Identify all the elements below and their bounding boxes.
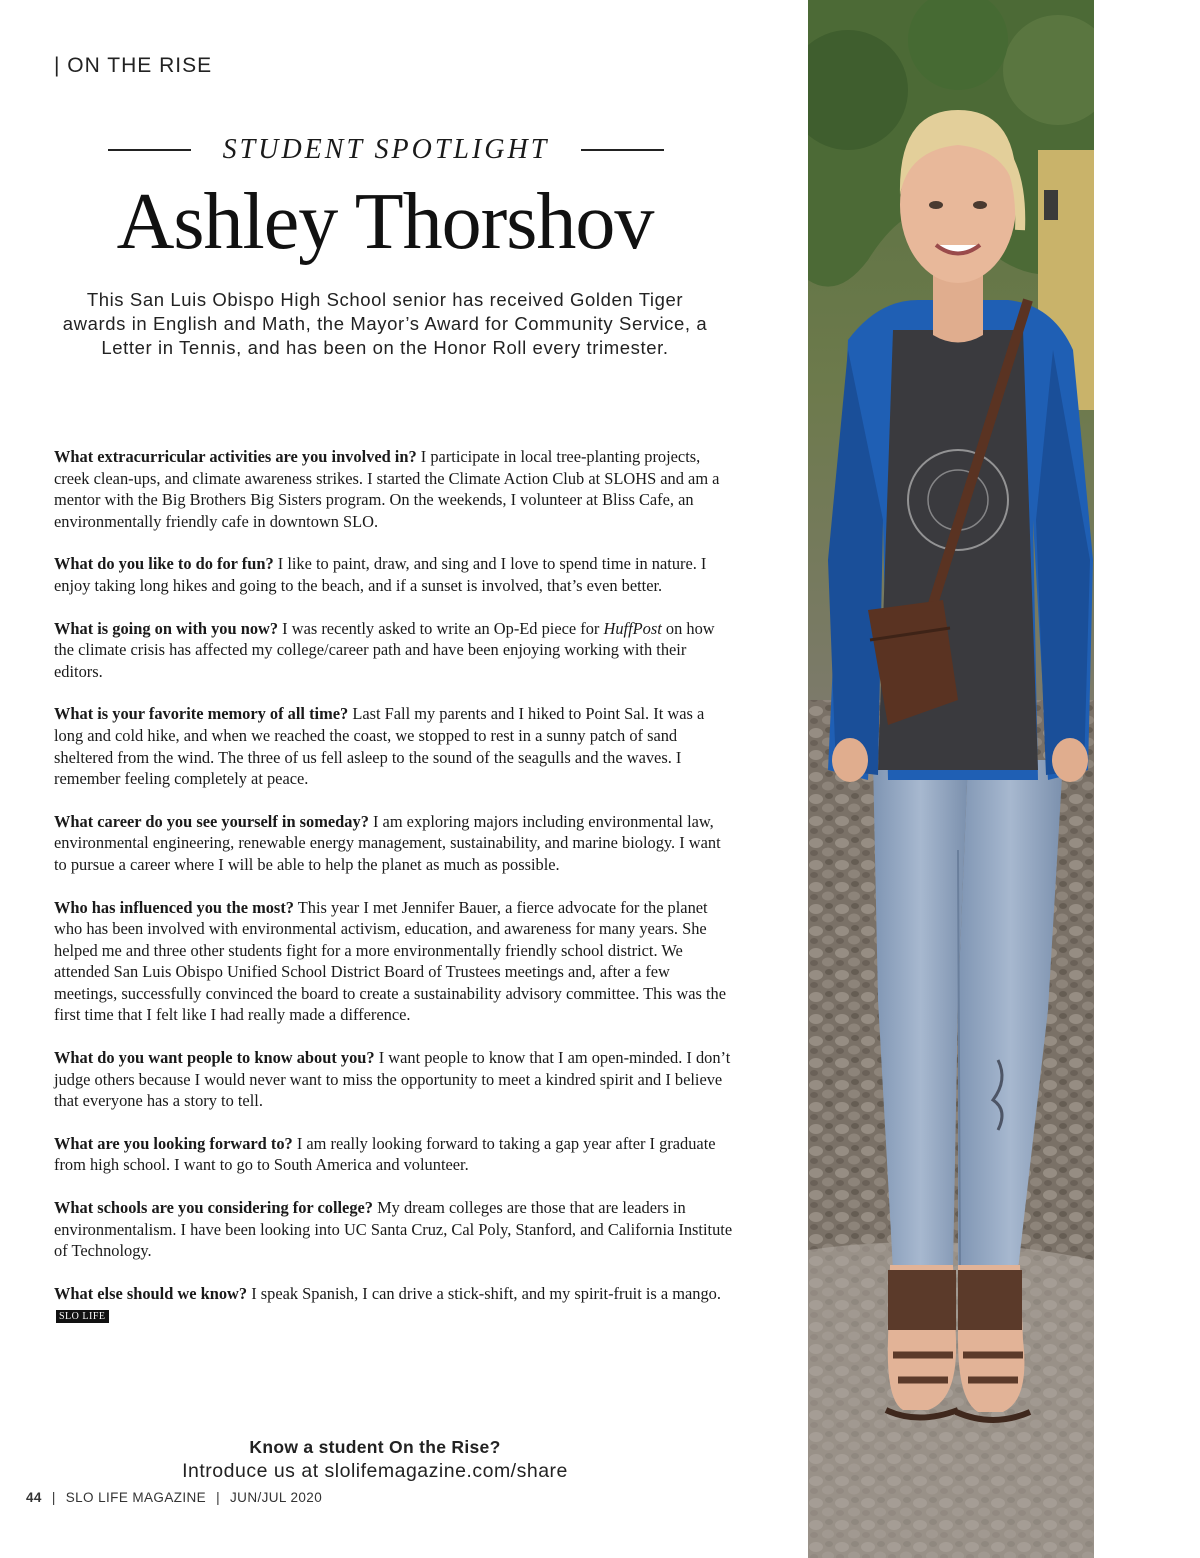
qa-item <box>54 897 734 1027</box>
qa-item <box>54 1197 734 1262</box>
qa-item <box>54 1133 734 1176</box>
call-to-action <box>100 1436 650 1484</box>
qa-answer: I am really looking forward to taking a gap year after I graduate from high school. I want to go to South America and volunteer. <box>54 1133 716 1175</box>
student-photo <box>808 0 1094 1558</box>
footer-separator: | <box>216 1490 221 1505</box>
qa-question: What extracurricular activities are you involved in? <box>54 447 417 466</box>
footer-separator: | <box>51 1490 56 1505</box>
page-footer <box>26 1490 322 1505</box>
qa-question: What is your favorite memory of all time? <box>54 704 349 724</box>
qa-question: Who has influenced you the most? <box>54 897 294 917</box>
cta-question: Know a student On the Rise? <box>249 1437 501 1457</box>
qa-item <box>54 553 734 596</box>
qa-item <box>54 446 734 532</box>
qa-item <box>54 811 734 876</box>
qa-answer: I participate in local tree-planting projects, creek clean-ups, and climate awareness strikes. I started the Climate Action Club at SLOHS and am a mentor with the Big Brothers Big Sisters program. On the weekends, I volunteer at Bliss Cafe, an environmentally friendly cafe in downtown SLO. <box>54 447 720 531</box>
qa-answer: I like to paint, draw, and sing and I love to spend time in nature. I enjoy taking long hikes and going to the beach, and if a sunset is involved, that’s even better. <box>54 554 707 595</box>
qa-answer: This year I met Jennifer Bauer, a fierce advocate for the planet who has been involved with environmental activism, education, and awareness for many years. She helped me and three other students fight for a more environmentally friendly school district. We attended San Luis Obispo Unified School District Board of Trustees meetings and, after a few meetings, successfully convinced the board to create a sustainability advisory committee. This was the first time that I felt like I had really made a difference. <box>54 897 726 1025</box>
qa-question: What is going on with you now? <box>54 618 279 638</box>
qa-question: What career do you see yourself in someday? <box>54 811 369 831</box>
spotlight-heading <box>108 134 664 166</box>
heading-rule-right <box>581 149 664 151</box>
qa-question: What are you looking forward to? <box>54 1133 293 1153</box>
heading-rule-left <box>108 149 191 151</box>
qa-list <box>54 446 734 1347</box>
qa-answer: I speak Spanish, I can drive a stick-shift, and my spirit-fruit is a mango. <box>251 1283 721 1303</box>
qa-question: What else should we know? <box>54 1283 248 1303</box>
qa-answer: I want people to know that I am open-minded. I don’t judge others because I would never want to miss the opportunity to meet a kindred spirit and I believe that everyone has a story to tell. <box>54 1048 731 1111</box>
qa-answer: I am exploring majors including environmental law, environmental engineering, renewable energy management, sustainability, and marine biology. I want to pursue a career where I will be able to help the planet as much as possible. <box>54 811 721 874</box>
qa-item <box>54 618 734 683</box>
qa-answer: Last Fall my parents and I hiked to Point Sal. It was a long and cold hike, and when we reached the coast, we stopped to rest in a sunny patch of sand sheltered from the wind. The three of us fell asleep to the sound of the seagulls and the waves. I remember feeling completely at peace. <box>54 704 705 789</box>
intro-text: This San Luis Obispo High School senior has received Golden Tiger awards in English and Math, the Mayor’s Award for Community Service, a Letter in Tennis, and has been on the Honor Roll every trimester. <box>62 289 708 358</box>
qa-answer: I was recently asked to write an Op-Ed piece for <box>282 618 600 638</box>
student-portrait-illustration <box>808 0 1094 1558</box>
qa-item <box>54 1283 734 1326</box>
qa-item <box>54 1047 734 1112</box>
cta-link[interactable]: Introduce us at slolifemagazine.com/share <box>182 1460 568 1482</box>
publication-name: HuffPost <box>603 618 662 638</box>
end-mark-logo: SLO LIFE <box>56 1310 109 1323</box>
section-label: | ON THE RISE <box>54 54 213 77</box>
magazine-name: SLO LIFE MAGAZINE <box>65 1490 207 1505</box>
page-number: 44 <box>26 1490 42 1505</box>
spotlight-kicker: STUDENT SPOTLIGHT <box>222 134 550 165</box>
qa-answer: My dream colleges are those that are leaders in environmentalism. I have been looking into UC Santa Cruz, Cal Poly, Stanford, and California Institute of Technology. <box>54 1198 733 1261</box>
student-name: Ashley Thorshov <box>116 178 654 266</box>
qa-item <box>54 703 734 789</box>
qa-question: What do you want people to know about you? <box>54 1048 375 1068</box>
qa-question: What schools are you considering for college? <box>54 1198 373 1218</box>
issue-date: JUN/JUL 2020 <box>230 1490 323 1505</box>
qa-question: What do you like to do for fun? <box>54 554 274 574</box>
qa-answer-continued: on how the climate crisis has affected my college/career path and have been enjoying working with their editors. <box>54 618 715 681</box>
